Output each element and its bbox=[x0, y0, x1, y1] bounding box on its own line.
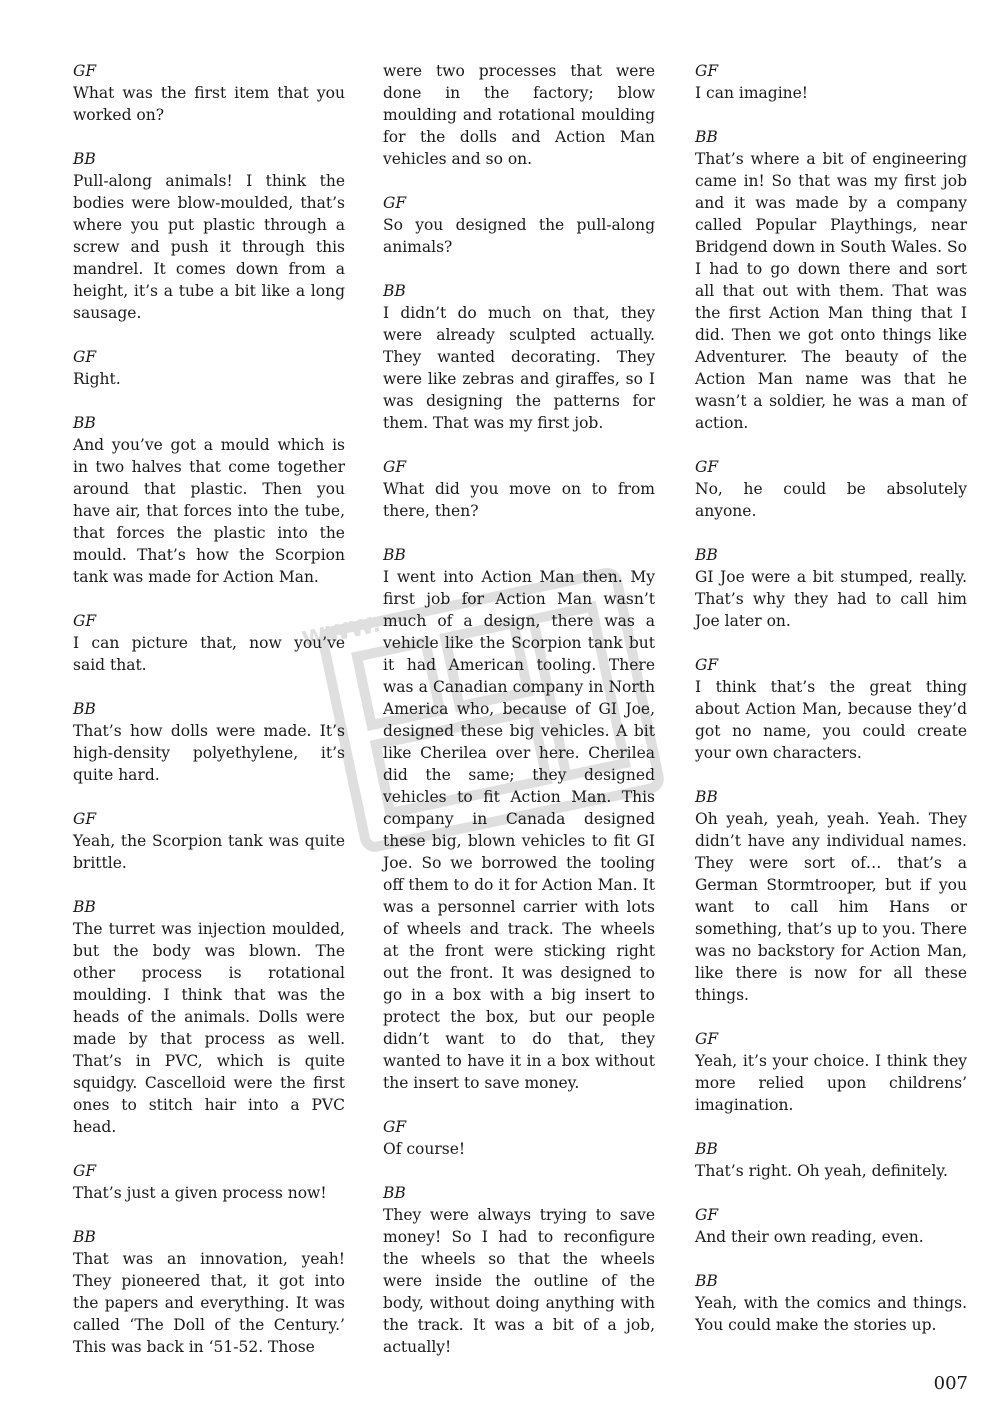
speaker-label: BB bbox=[383, 282, 406, 300]
speaker-label: GF bbox=[695, 458, 719, 476]
dialogue-block bbox=[73, 412, 345, 588]
watermark-text: WWW. bbox=[300, 612, 383, 654]
speaker-label: GF bbox=[695, 1030, 719, 1048]
speaker-label: GF bbox=[383, 194, 407, 212]
dialogue-text: They were always trying to save money! So I had to reconfigure the wheels so that the wheels were inside the outline of the body, without doing anything with the track. It was a bit of a job, actually! bbox=[383, 1206, 655, 1356]
dialogue-block bbox=[73, 1226, 345, 1358]
dialogue-block bbox=[73, 808, 345, 874]
speaker-label: GF bbox=[73, 612, 97, 630]
dialogue-block bbox=[383, 60, 655, 170]
speaker-label: GF bbox=[73, 1162, 97, 1180]
speaker-label: BB bbox=[695, 788, 718, 806]
speaker-label: GF bbox=[73, 62, 97, 80]
dialogue-block bbox=[695, 60, 967, 104]
dialogue-block bbox=[73, 148, 345, 324]
dialogue-text: Yeah, with the comics and things. You could make the stories up. bbox=[695, 1294, 967, 1334]
dialogue-text: No, he could be absolutely anyone. bbox=[695, 480, 967, 520]
speaker-label: GF bbox=[73, 810, 97, 828]
speaker-label: BB bbox=[73, 1228, 96, 1246]
dialogue-block bbox=[73, 698, 345, 786]
dialogue-block bbox=[695, 654, 967, 764]
dialogue-text: GI Joe were a bit stumped, really. That’s why they had to call him Joe later on. bbox=[695, 568, 967, 630]
dialogue-text: Oh yeah, yeah, yeah. Yeah. They didn’t have any individual names. They were sort of… that’s a German Stormtrooper, but if you want to call him Hans or something, that’s up to you. There was no backstory for Action Man, like there is now for all these things. bbox=[695, 810, 967, 1004]
speaker-label: BB bbox=[383, 1184, 406, 1202]
dialogue-text: were two processes that were done in the factory; blow moulding and rotational moulding for the dolls and Action Man vehicles and so on. bbox=[383, 62, 655, 168]
speaker-label: GF bbox=[695, 656, 719, 674]
dialogue-text: And you’ve got a mould which is in two halves that come together around that plastic. Then you have air, that forces into the tube, that forces the plastic into the mould. That’s how the Scorpion tank was made for Action Man. bbox=[73, 436, 345, 586]
dialogue-block bbox=[73, 610, 345, 676]
speaker-label: BB bbox=[73, 414, 96, 432]
dialogue-text: That’s how dolls were made. It’s high-density polyethylene, it’s quite hard. bbox=[73, 722, 345, 784]
speaker-label: BB bbox=[73, 150, 96, 168]
speaker-label: GF bbox=[695, 62, 719, 80]
column-3 bbox=[695, 60, 967, 1358]
dialogue-text: I didn’t do much on that, they were already sculpted actually. They wanted decorating. They were like zebras and giraffes, so I was designing the patterns for them. That was my first job. bbox=[383, 304, 655, 432]
dialogue-block bbox=[73, 1160, 345, 1204]
page-number: 007 bbox=[933, 1373, 968, 1394]
dialogue-text: That’s where a bit of engineering came in! So that was my first job and it was made by a company called Popular Playthings, near Bridgend down in South Wales. So I had to go down there and sort all that out with them. That was the first Action Man thing that I did. Then we got onto things like Adventurer. The beauty of the Action Man name was that he wasn’t a soldier, he was a man of action. bbox=[695, 150, 967, 432]
dialogue-block bbox=[73, 346, 345, 390]
speaker-label: BB bbox=[383, 546, 406, 564]
dialogue-block bbox=[695, 786, 967, 1006]
dialogue-block bbox=[73, 60, 345, 126]
dialogue-block bbox=[383, 544, 655, 1094]
dialogue-block bbox=[383, 1116, 655, 1160]
dialogue-text: That was an innovation, yeah! They pioneered that, it got into the papers and everything. It was called ‘The Doll of the Century.’ This was back in ‘51-52. Those bbox=[73, 1250, 345, 1356]
column-2 bbox=[383, 60, 655, 1380]
dialogue-text: Yeah, the Scorpion tank was quite brittle. bbox=[73, 832, 345, 872]
column-1 bbox=[73, 60, 345, 1380]
dialogue-text: That’s just a given process now! bbox=[73, 1184, 327, 1202]
dialogue-block bbox=[695, 1204, 967, 1248]
dialogue-block bbox=[695, 1270, 967, 1336]
speaker-label: GF bbox=[73, 348, 97, 366]
speaker-label: BB bbox=[695, 128, 718, 146]
speaker-label: GF bbox=[383, 1118, 407, 1136]
dialogue-block bbox=[383, 1182, 655, 1358]
dialogue-text: I think that’s the great thing about Action Man, because they’d got no name, you could create your own characters. bbox=[695, 678, 967, 762]
dialogue-text: Of course! bbox=[383, 1140, 466, 1158]
dialogue-text: And their own reading, even. bbox=[695, 1228, 924, 1246]
dialogue-text: I can imagine! bbox=[695, 84, 809, 102]
dialogue-text: What was the first item that you worked on? bbox=[73, 84, 345, 124]
dialogue-text: Yeah, it’s your choice. I think they more relied upon childrens’ imagination. bbox=[695, 1052, 967, 1114]
speaker-label: GF bbox=[383, 458, 407, 476]
dialogue-text: I can picture that, now you’ve said that. bbox=[73, 634, 345, 674]
dialogue-block bbox=[695, 126, 967, 434]
speaker-label: BB bbox=[73, 700, 96, 718]
speaker-label: BB bbox=[695, 1140, 718, 1158]
dialogue-text: That’s right. Oh yeah, definitely. bbox=[695, 1162, 948, 1180]
dialogue-block bbox=[695, 544, 967, 632]
speaker-label: GF bbox=[695, 1206, 719, 1224]
dialogue-block bbox=[73, 896, 345, 1138]
dialogue-block bbox=[383, 192, 655, 258]
dialogue-text: Right. bbox=[73, 370, 121, 388]
dialogue-block bbox=[383, 456, 655, 522]
dialogue-block bbox=[695, 1028, 967, 1116]
speaker-label: BB bbox=[695, 546, 718, 564]
dialogue-block bbox=[383, 280, 655, 434]
dialogue-block bbox=[695, 456, 967, 522]
dialogue-block bbox=[695, 1138, 967, 1182]
dialogue-text: The turret was injection moulded, but the body was blown. The other process is rotational moulding. I think that was the heads of the animals. Dolls were made by that process as well. That’s in PVC, which is quite squidgy. Cascelloid were the first ones to stitch hair into a PVC head. bbox=[73, 920, 345, 1136]
dialogue-text: I went into Action Man then. My first job for Action Man wasn’t much of a design, there was a vehicle like the Scorpion tank but it had American tooling. There was a Canadian company in North America who, because of GI Joe, designed these big vehicles. A bit like Cherilea over here. Cherilea did the same; they designed vehicles to fit Action Man. This company in Canada designed these big, blown vehicles to fit GI Joe. So we borrowed the tooling off them to do it for Action Man. It was a personnel carrier with lots of wheels and track. The wheels at the front were sticking right out the front. It was designed to go in a box with a big insert to protect the box, but our people didn’t want to do that, they wanted to have it in a box without the insert to save money. bbox=[383, 568, 655, 1092]
dialogue-text: What did you move on to from there, then? bbox=[383, 480, 655, 520]
speaker-label: BB bbox=[73, 898, 96, 916]
dialogue-text: So you designed the pull-along animals? bbox=[383, 216, 655, 256]
speaker-label: BB bbox=[695, 1272, 718, 1290]
dialogue-text: Pull-along animals! I think the bodies were blow-moulded, that’s where you put plastic through a screw and push it through this mandrel. It comes down from a height, it’s a tube a bit like a long sausage. bbox=[73, 172, 345, 322]
